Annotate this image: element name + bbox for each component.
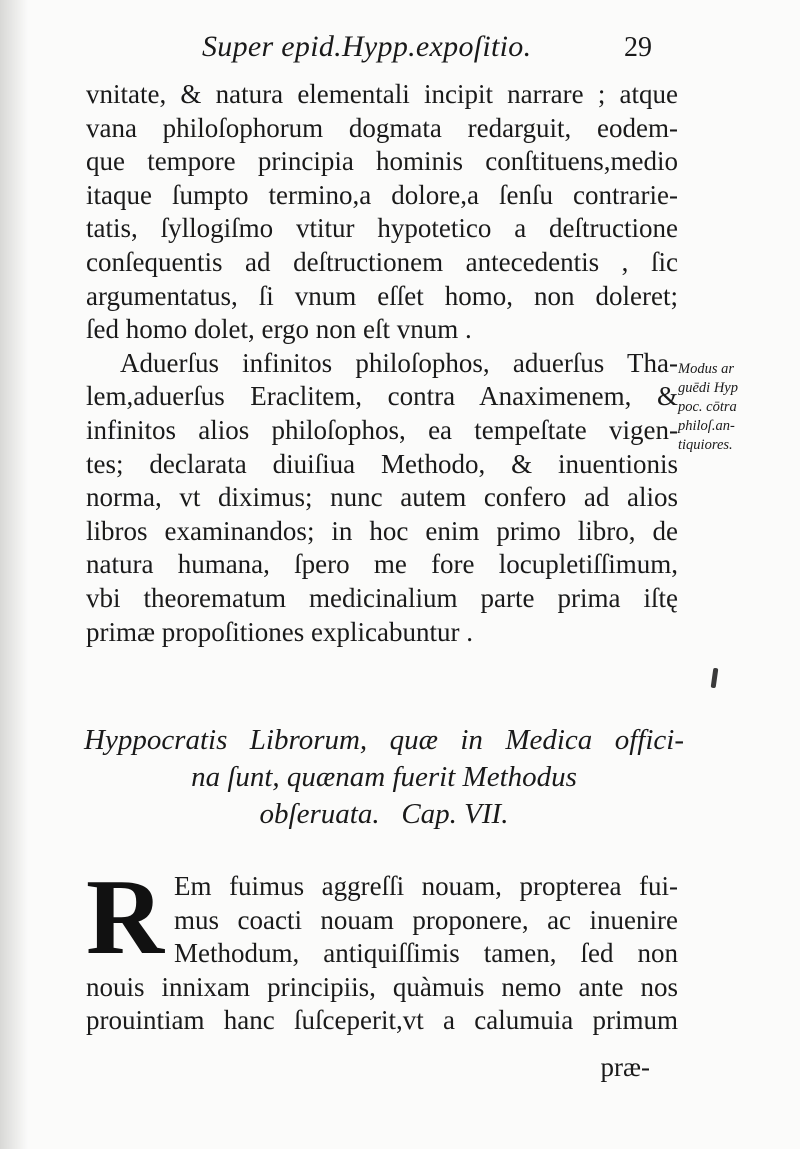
marginal-note-line: guēdi Hyp bbox=[678, 380, 738, 396]
marginal-note-line: poc. cōtra bbox=[678, 399, 737, 415]
chapter-heading bbox=[84, 722, 684, 833]
chapter-heading-line: obſeruata. Cap. VII. bbox=[259, 798, 509, 830]
text-line: Methodum, antiquiſſimis tamen, ſed non bbox=[174, 938, 678, 969]
text-line: Em fuimus aggreſſi nouam, propterea fui- bbox=[174, 871, 678, 901]
running-title: Super epid.Hypp.expoſitio. bbox=[202, 30, 532, 63]
text-line: itaque ſumpto termino,a dolore,a ſenſu contrarie- bbox=[86, 179, 678, 210]
drop-cap: R bbox=[86, 858, 164, 977]
marginal-note-line: Modus ar bbox=[678, 361, 734, 377]
marginal-note-line: philoſ.an- bbox=[678, 418, 735, 434]
text-line: libros examinandos; in hoc enim primo libro, de bbox=[86, 515, 678, 546]
text-line: vbi theorematum medicinalium parte prima iſtę bbox=[86, 582, 678, 613]
text-line: mus coacti nouam proponere, ac inuenire bbox=[174, 904, 678, 935]
text-line: nouis innixam principiis, quàmuis nemo ante nos bbox=[86, 971, 678, 1002]
text-line: infinitos alios philoſophos, ea tempeſtate vigen- bbox=[86, 414, 678, 445]
ink-spot bbox=[711, 668, 719, 689]
marginal-note-line: tiquiores. bbox=[678, 437, 733, 453]
text-line: vnitate, & natura elementali incipit narrare ; atque bbox=[86, 79, 678, 109]
text-line: norma, vt diximus; nunc autem confero ad alios bbox=[86, 482, 678, 513]
text-line: tes; declarata diuiſiua Methodo, & inuentionis bbox=[86, 448, 678, 479]
marginal-note bbox=[678, 360, 788, 455]
text-line: que tempore principia hominis conſtituens,medio bbox=[86, 146, 678, 177]
page-number: 29 bbox=[624, 32, 652, 63]
chapter-heading-line: na ſunt, quænam fuerit Methodus bbox=[191, 761, 577, 793]
text-line: conſequentis ad deſtructionem antecedentis , ſic bbox=[86, 246, 678, 277]
chapter-heading-line: Hyppocratis Librorum, quæ in Medica offici- bbox=[84, 724, 684, 756]
text-line: prouintiam hanc ſuſceperit,vt a calumuia primum bbox=[86, 1005, 678, 1036]
text-line: vana philoſophorum dogmata redarguit, eodem- bbox=[86, 112, 678, 143]
text-line: argumentatus, ſi vnum eſſet homo, non doleret; bbox=[86, 280, 678, 311]
text-line: lem,aduerſus Eraclitem, contra Anaximenem, & bbox=[86, 381, 678, 412]
text-line: primæ propoſitiones explicabuntur . bbox=[86, 616, 473, 647]
catchword: præ- bbox=[600, 1052, 650, 1082]
text-line: ſed homo dolet, ergo non eſt vnum . bbox=[86, 314, 472, 345]
text-line: Aduerſus infinitos philoſophos, aduerſus Tha- bbox=[120, 347, 678, 378]
main-text bbox=[86, 78, 678, 649]
text-line: tatis, ſyllogiſmo vtitur hypotetico a deſtructione bbox=[86, 213, 678, 244]
text-line: natura humana, ſpero me fore locupletiſſimum, bbox=[86, 549, 678, 580]
chapter-text bbox=[86, 858, 678, 1038]
page-header bbox=[80, 30, 680, 70]
